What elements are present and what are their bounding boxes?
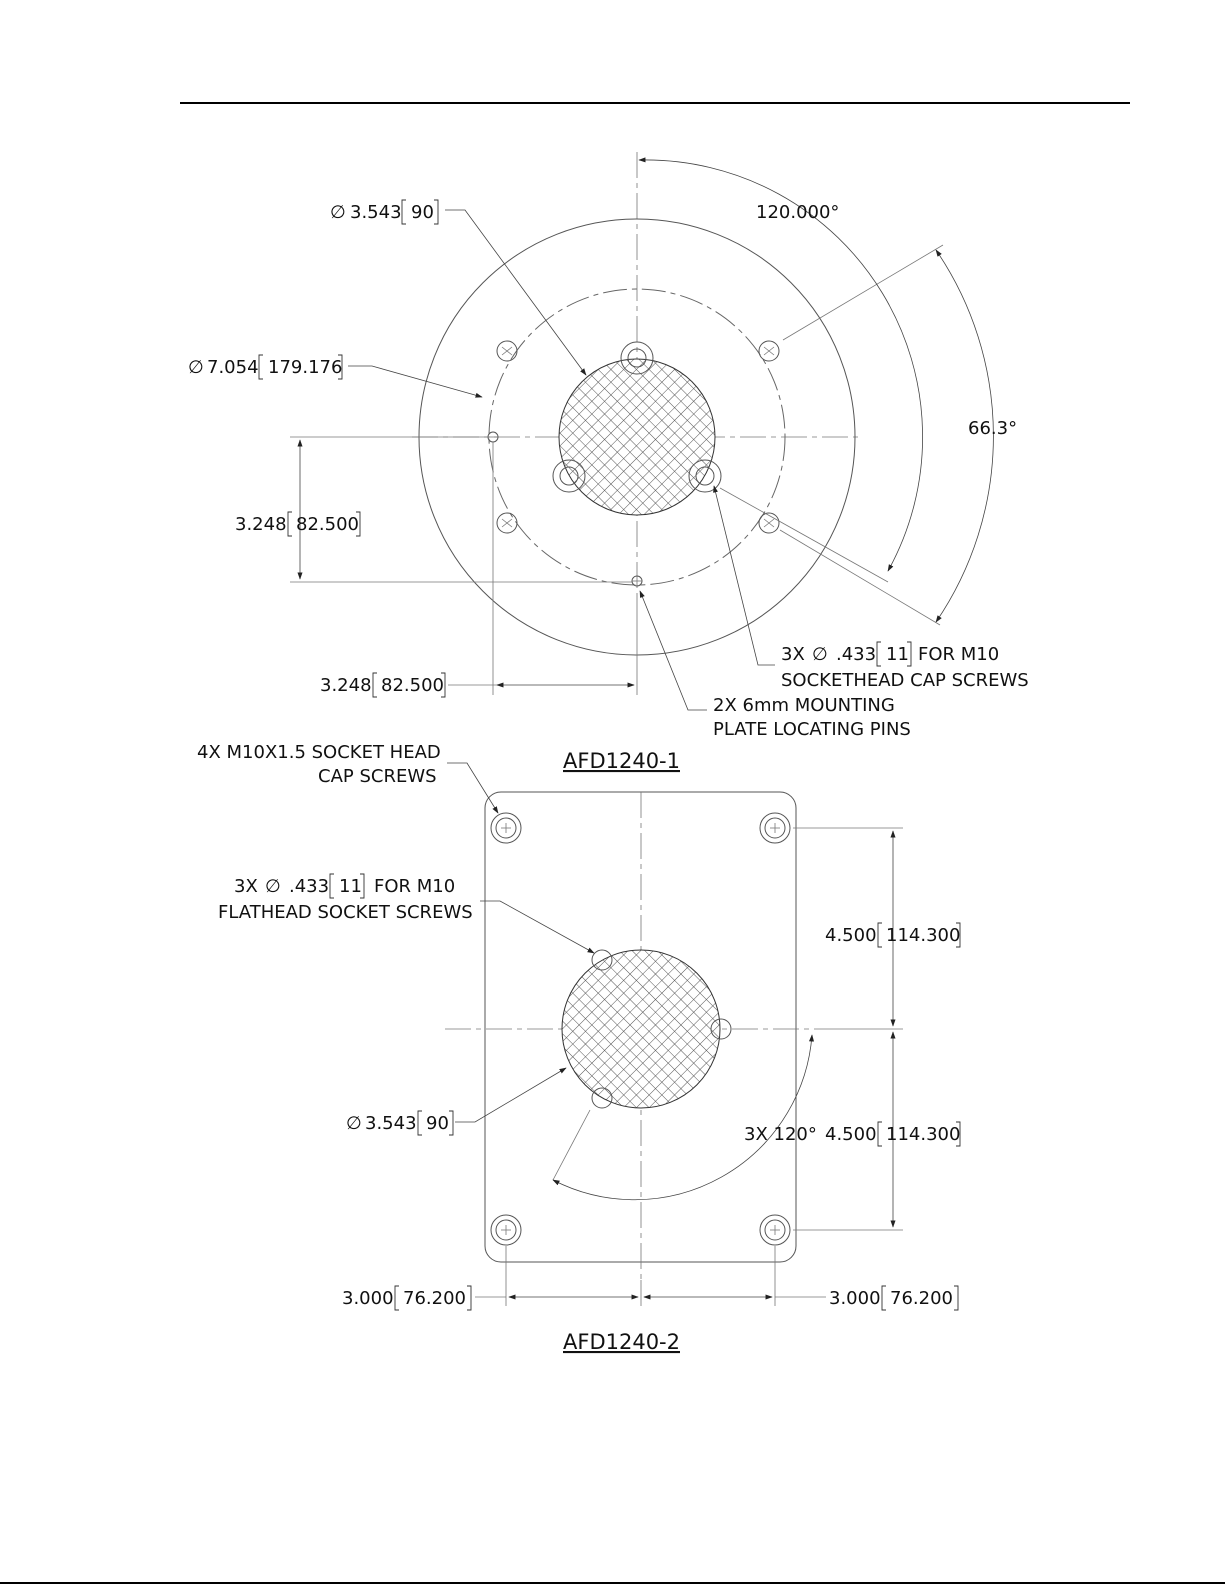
label-hright-inch: 3.000 (829, 1288, 881, 1309)
leader-socket-head (447, 763, 498, 813)
label-hright-mm: 76.200 (890, 1288, 953, 1309)
label-capscrew-prefix: 3X (781, 644, 805, 665)
label-flathead-suffix: FOR M10 (374, 876, 456, 897)
label-angle-3x120: 3X 120° (744, 1124, 817, 1145)
label-vupper-inch: 4.500 (825, 925, 877, 946)
leader-cap-screws (714, 486, 775, 665)
label-angle-120: 120.000° (756, 202, 840, 223)
label-angle-66: 66.3° (968, 418, 1018, 439)
label-vlower-mm: 114.300 (886, 1124, 961, 1145)
label-plate-bore-mm: 90 (426, 1113, 449, 1134)
label-socket-line2: CAP SCREWS (318, 766, 437, 787)
bore-hatched (559, 359, 715, 515)
label-hleft-inch: 3.000 (342, 1288, 394, 1309)
label-bore-symbol: ∅ (330, 202, 346, 223)
label-vert-mm: 82.500 (296, 514, 359, 535)
view-title-afd1240-2: AFD1240-2 (563, 1330, 680, 1354)
label-boltcircle-mm: 179.176 (268, 357, 343, 378)
label-pins-line2: PLATE LOCATING PINS (713, 719, 911, 740)
label-vlower-inch: 4.500 (825, 1124, 877, 1145)
leader-bore (445, 210, 586, 375)
label-flathead-mm: 11 (339, 876, 362, 897)
label-vert-inch: 3.248 (235, 514, 287, 535)
label-flathead-line2: FLATHEAD SOCKET SCREWS (218, 902, 473, 923)
view-afd1240-2 (197, 742, 960, 1354)
label-flathead-inch: .433 (289, 876, 330, 897)
label-plate-bore-symbol: ∅ (346, 1113, 362, 1134)
label-hleft-mm: 76.200 (403, 1288, 466, 1309)
angle-ray (783, 245, 943, 340)
view-afd1240-1 (188, 152, 1029, 773)
leader-plate-bore (455, 1068, 566, 1122)
label-capscrew-line2: SOCKETHEAD CAP SCREWS (781, 670, 1029, 691)
label-flathead-symbol: ∅ (265, 876, 281, 897)
label-bore-mm: 90 (411, 202, 434, 223)
label-bore-inch: 3.543 (350, 202, 402, 223)
view-title-afd1240-1: AFD1240-1 (563, 749, 680, 773)
plate-bore-hatched (562, 950, 720, 1108)
label-capscrew-symbol: ∅ (812, 644, 828, 665)
label-boltcircle-symbol: ∅ (188, 357, 204, 378)
label-horiz-inch: 3.248 (320, 675, 372, 696)
label-capscrew-mm: 11 (886, 644, 909, 665)
label-vupper-mm: 114.300 (886, 925, 961, 946)
label-pins-line1: 2X 6mm MOUNTING (713, 695, 895, 716)
label-horiz-mm: 82.500 (381, 675, 444, 696)
leader-flathead (480, 901, 594, 953)
label-plate-bore-inch: 3.543 (365, 1113, 417, 1134)
label-boltcircle-inch: 7.054 (207, 357, 259, 378)
leader-pins (640, 591, 707, 710)
leader-bolt-circle (348, 366, 482, 397)
label-capscrew-inch: .433 (836, 644, 877, 665)
label-capscrew-suffix: FOR M10 (918, 644, 1000, 665)
label-flathead-prefix: 3X (234, 876, 258, 897)
label-socket-line1: 4X M10X1.5 SOCKET HEAD (197, 742, 441, 763)
